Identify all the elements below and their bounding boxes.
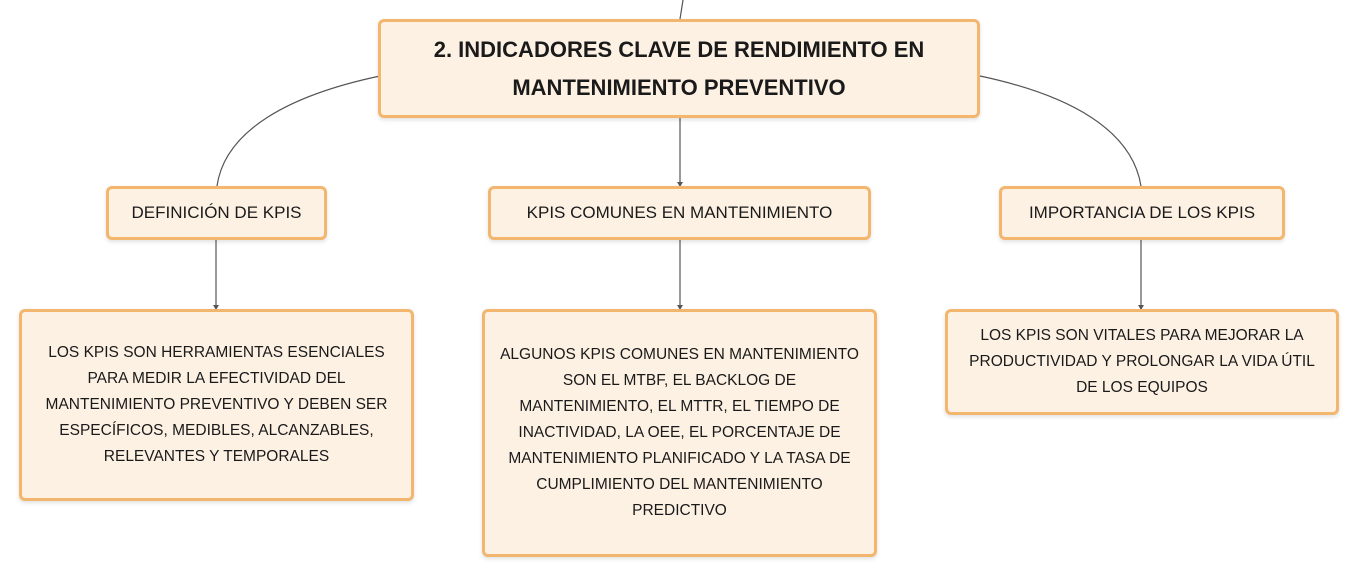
connector-root-to-importancia <box>980 76 1141 186</box>
topic-kpis-comunes[interactable] <box>488 186 871 240</box>
detail-importancia-kpis[interactable] <box>945 309 1339 415</box>
detail-text: ALGUNOS KPIS COMUNES EN MANTENIMIENTO SON EL MTBF, EL BACKLOG DE MANTENIMIENTO, EL MTTR, EL TIEMPO DE INACTIVIDAD, LA OEE, EL PORCENTAJE DE MANTENIMIENTO PLANIFICADO Y LA TASA DE CUMPLIMIENTO DEL MANTENIMIENTO PREDICTIVO <box>500 346 859 519</box>
topic-importancia-kpis[interactable] <box>999 186 1285 240</box>
connector-root-incoming <box>680 0 683 19</box>
detail-text: LOS KPIS SON VITALES PARA MEJORAR LA PRODUCTIVIDAD Y PROLONGAR LA VIDA ÚTIL DE LOS EQUIPOS <box>969 327 1315 396</box>
detail-definicion-kpis[interactable] <box>19 309 414 501</box>
topic-definicion-kpis[interactable] <box>106 186 327 240</box>
detail-kpis-comunes[interactable] <box>482 309 877 557</box>
root-title: 2. INDICADORES CLAVE DE RENDIMIENTO EN MANTENIMIENTO PREVENTIVO <box>433 36 925 100</box>
topic-label: IMPORTANCIA DE LOS KPIS <box>1028 203 1256 222</box>
connector-root-to-definicion <box>217 76 380 186</box>
root-node[interactable] <box>378 19 980 118</box>
topic-label: DEFINICIÓN DE KPIS <box>131 203 302 222</box>
detail-text: LOS KPIS SON HERRAMIENTAS ESENCIALES PARA MEDIR LA EFECTIVIDAD DEL MANTENIMIENTO PREVENTIVO Y DEBEN SER ESPECÍFICOS, MEDIBLES, ALCANZABLES, RELEVANTES Y TEMPORALES <box>45 344 388 465</box>
topic-label: KPIS COMUNES EN MANTENIMIENTO <box>526 203 833 222</box>
